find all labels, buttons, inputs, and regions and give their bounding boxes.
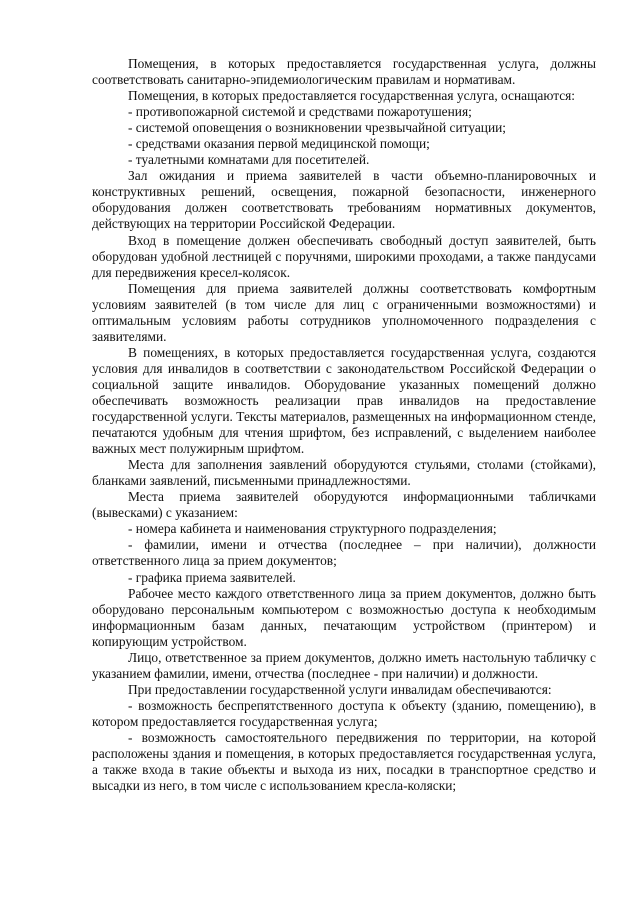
list-item-schedule: - графика приема заявителей. — [128, 569, 296, 585]
paragraph-disabled-conditions: В помещениях, в которых предоставляется государственная услуга, создаются условия для инвалидов в соответствии с законодательством Российской Федерации о социальной защите инвалидов. Оборудование указанных помещений должно обеспечивать возможность реализации прав инвалидов на предоставление государственной услуги. Тексты материалов, размещенных на информационном стенде, печатаются удобным для чтения шрифтом, без исправлений, с выделением наиболее важных мест полужирным шрифтом. — [92, 344, 596, 457]
paragraph-premises-sanitary: Помещения, в которых предоставляется государственная услуга, должны соответствовать санитарно-эпидемиологическим правилам и нормативам. — [92, 56, 596, 88]
paragraph-desk-sign: Лицо, ответственное за прием документов, должно иметь настольную табличку с указанием фамилии, имени, отчества (последнее - при наличии) и должности. — [92, 649, 596, 681]
list-item-unobstructed-access: - возможность беспрепятственного доступа к объекту (зданию, помещению), в котором предоставляется государственная услуга; — [92, 697, 596, 729]
paragraph-comfort: Помещения для приема заявителей должны соответствовать комфортным условиям заявителей (в том числе для лиц с ограниченными возможностями) и оптимальным условиям работы сотрудников уполномоченного подразделения с заявителями. — [92, 280, 596, 344]
list-item-cabinet-number: - номера кабинета и наименования структурного подразделения; — [128, 521, 497, 537]
list-item-fire-system: - противопожарной системой и средствами пожаротушения; — [128, 104, 472, 120]
list-item-responsible-name: - фамилии, имени и отчества (последнее – при наличии), должности ответственного лица за прием документов; — [92, 537, 596, 569]
paragraph-reception-signs: Места приема заявителей оборудуются информационными табличками (вывесками) с указанием: — [92, 489, 596, 521]
paragraph-entrance: Вход в помещение должен обеспечивать свободный доступ заявителей, быть оборудован удобной лестницей с поручнями, широкими проходами, а также пандусами для передвижения кресел-колясок. — [92, 232, 596, 280]
list-item-independent-movement: - возможность самостоятельного передвижения по территории, на которой расположены здания и помещения, в которых предоставляется государственная услуга, а также входа в такие объекты и выхода из них, посадки в транспортное средство и высадки из него, в том числе с использованием кресла-коляски; — [92, 729, 596, 794]
list-item-toilets: - туалетными комнатами для посетителей. — [128, 152, 370, 168]
document-body — [92, 56, 596, 794]
paragraph-waiting-hall: Зал ожидания и приема заявителей в части объемно-планировочных и конструктивных решений, освещения, пожарной безопасности, инженерного оборудования должен соответствовать требованиям нормативных документов, действующих на территории Российской Федерации. — [92, 168, 596, 232]
paragraph-workplace: Рабочее место каждого ответственного лица за прием документов, должно быть оборудовано персональным компьютером с возможностью доступа к необходимым информационным базам данных, печатающим устройством (принтером) и копирующим устройством. — [92, 585, 596, 649]
list-item-alert-system: - системой оповещения о возникновении чрезвычайной ситуации; — [128, 120, 506, 136]
list-item-first-aid: - средствами оказания первой медицинской помощи; — [128, 136, 430, 152]
paragraph-disabled-provisions: При предоставлении государственной услуги инвалидам обеспечиваются: — [128, 681, 552, 697]
paragraph-filling-places: Места для заполнения заявлений оборудуются стульями, столами (стойками), бланками заявлений, письменными принадлежностями. — [92, 457, 596, 489]
paragraph-premises-equipped: Помещения, в которых предоставляется государственная услуга, оснащаются: — [128, 88, 576, 104]
